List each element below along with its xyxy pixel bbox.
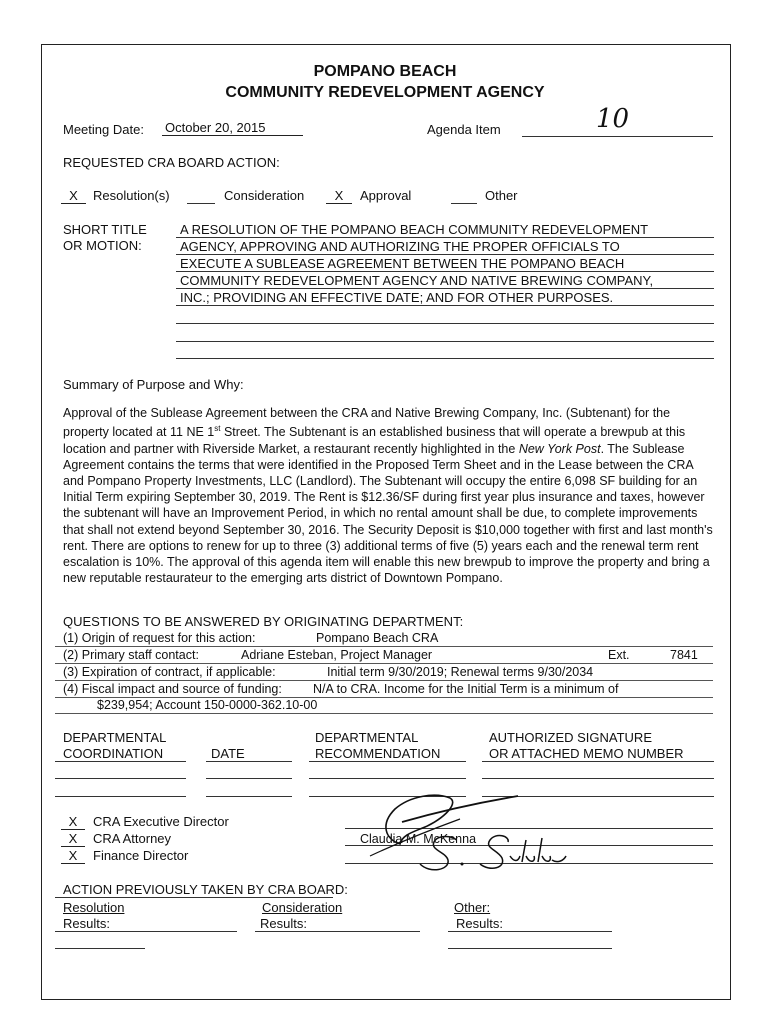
consideration-label: Consideration xyxy=(224,188,305,203)
coord-col3-a: DEPARTMENTAL xyxy=(315,730,419,745)
rule xyxy=(206,778,292,779)
other-checkbox[interactable] xyxy=(451,203,477,204)
resolution-label: Resolution(s) xyxy=(93,188,170,203)
rule xyxy=(309,761,466,762)
previous-consideration-label: Consideration xyxy=(262,900,343,915)
q2-value: Adriane Esteban, Project Manager xyxy=(241,648,433,662)
consideration-results-label: Results: xyxy=(260,916,307,931)
rule xyxy=(176,323,714,324)
resolution-results-label: Results: xyxy=(63,916,110,931)
rule xyxy=(309,778,466,779)
previous-action-heading: ACTION PREVIOUSLY TAKEN BY CRA BOARD: xyxy=(63,882,348,897)
resolution-results-line[interactable] xyxy=(55,931,237,932)
rule xyxy=(55,680,713,681)
rule xyxy=(55,796,186,797)
rule xyxy=(176,341,714,342)
coord-col3-b: RECOMMENDATION xyxy=(315,746,441,761)
coord-col4-b: OR ATTACHED MEMO NUMBER xyxy=(489,746,684,761)
rule xyxy=(55,663,713,664)
approval-checkbox[interactable]: X xyxy=(326,188,352,204)
resolution-checkbox[interactable]: X xyxy=(61,188,86,204)
q2-ext-value: 7841 xyxy=(670,648,698,662)
approval-label: Approval xyxy=(360,188,412,203)
other-results-label: Results: xyxy=(456,916,503,931)
consideration-results-line[interactable] xyxy=(255,931,420,932)
short-title-line-4: COMMUNITY REDEVELOPMENT AGENCY AND NATIVE BREWING COMPANY, xyxy=(180,273,654,288)
rule xyxy=(176,358,714,359)
rule xyxy=(176,288,714,289)
q4-value: N/A to CRA. Income for the Initial Term is a minimum of xyxy=(313,682,619,696)
rule xyxy=(176,271,714,272)
rule xyxy=(55,646,713,647)
meeting-date-value: October 20, 2015 xyxy=(162,120,303,136)
finance-director-label: Finance Director xyxy=(93,848,189,863)
finance-director-mark[interactable]: X xyxy=(61,848,85,864)
q1-value: Pompano Beach CRA xyxy=(316,631,439,645)
finance-director-signature xyxy=(410,826,570,876)
rule xyxy=(55,897,333,898)
rule xyxy=(55,713,713,714)
agenda-item-value: 10 xyxy=(596,104,630,134)
rule xyxy=(176,254,714,255)
q1-label: (1) Origin of request for this action: xyxy=(63,631,256,645)
questions-heading: QUESTIONS TO BE ANSWERED BY ORIGINATING DEPARTMENT: xyxy=(63,614,464,629)
rule xyxy=(176,237,714,238)
rule xyxy=(55,948,145,949)
attorney-label: CRA Attorney xyxy=(93,831,172,846)
summary-text: Approval of the Sublease Agreement between the CRA and Native Brewing Company, Inc. (Subtenant) for the property located at 11 NE 1st Street. The Subtenant is an established business that will operate a brewpub at this location and partner with Riverside Market, a restaurant recently highlighted in the New York Post. The Sublease Agreement contains the terms that were identified in the Proposed Term Sheet and in the Lease between the CRA and Pompano Property Investments, LLC (Landlord). The Subtenant will occupy the entire 6,098 SF building for an Initial Term expiring September 30, 2019. The Rent is $12.36/SF during first year plus insurance and taxes, however the subtenant will have an Improvement Period, in which no rental amount shall be due, to complete improvements that shall not extend beyond September 30, 2016. The Security Deposit is $10,000 together with first and last month's rent. There are options to renew for up to three (3) additional terms of five (5) years each and the renewal term rent escalation is 10%. The approval of this agenda item will enable this new brewpub to improve the property and bring a new reputable restaurateur to the emerging arts district of Downtown Pompano. xyxy=(63,406,713,586)
agenda-item-label: Agenda Item xyxy=(427,122,501,137)
q3-label: (3) Expiration of contract, if applicable: xyxy=(63,665,276,679)
rule xyxy=(55,778,186,779)
previous-other-label: Other: xyxy=(454,900,491,915)
exec-director-label: CRA Executive Director xyxy=(93,814,229,829)
short-title-line-2: AGENCY, APPROVING AND AUTHORIZING THE PROPER OFFICIALS TO xyxy=(180,239,620,254)
short-title-label: SHORT TITLE xyxy=(63,222,147,237)
title-line-1: POMPANO BEACH xyxy=(313,63,457,80)
other-results-line[interactable] xyxy=(448,931,612,932)
q2-ext-label: Ext. xyxy=(608,648,630,662)
coord-col2: DATE xyxy=(211,746,245,761)
q4-label: (4) Fiscal impact and source of funding: xyxy=(63,682,282,696)
previous-resolution-label: Resolution xyxy=(63,900,125,915)
rule xyxy=(176,305,714,306)
coord-col1-b: COORDINATION xyxy=(63,746,164,761)
q3-value: Initial term 9/30/2019; Renewal terms 9/30/2034 xyxy=(327,665,594,679)
other-label: Other xyxy=(485,188,518,203)
agenda-item-line xyxy=(522,136,713,137)
attorney-name: Claudia M. McKenna xyxy=(360,832,477,846)
or-motion-label: OR MOTION: xyxy=(63,238,142,253)
coord-col1-a: DEPARTMENTAL xyxy=(63,730,167,745)
rule xyxy=(206,796,292,797)
requested-action-label: REQUESTED CRA BOARD ACTION: xyxy=(63,155,280,170)
meeting-date-label: Meeting Date: xyxy=(63,122,144,137)
coord-col4-a: AUTHORIZED SIGNATURE xyxy=(489,730,652,745)
short-title-line-3: EXECUTE A SUBLEASE AGREEMENT BETWEEN THE POMPANO BEACH xyxy=(180,256,625,271)
short-title-line-1: A RESOLUTION OF THE POMPANO BEACH COMMUNITY REDEVELOPMENT xyxy=(180,222,649,237)
q4-value-continued: $239,954; Account 150-0000-362.10-00 xyxy=(97,698,318,712)
exec-director-mark[interactable]: X xyxy=(61,814,85,830)
short-title-line-5: INC.; PROVIDING AN EFFECTIVE DATE; AND FOR OTHER PURPOSES. xyxy=(180,290,614,305)
summary-label: Summary of Purpose and Why: xyxy=(63,377,244,392)
attorney-mark[interactable]: X xyxy=(61,831,85,847)
rule xyxy=(482,761,714,762)
rule xyxy=(55,761,186,762)
rule xyxy=(482,778,714,779)
consideration-checkbox[interactable] xyxy=(187,203,215,204)
rule xyxy=(448,948,612,949)
q2-label: (2) Primary staff contact: xyxy=(63,648,199,662)
rule xyxy=(206,761,292,762)
title-line-2: COMMUNITY REDEVELOPMENT AGENCY xyxy=(225,84,545,101)
